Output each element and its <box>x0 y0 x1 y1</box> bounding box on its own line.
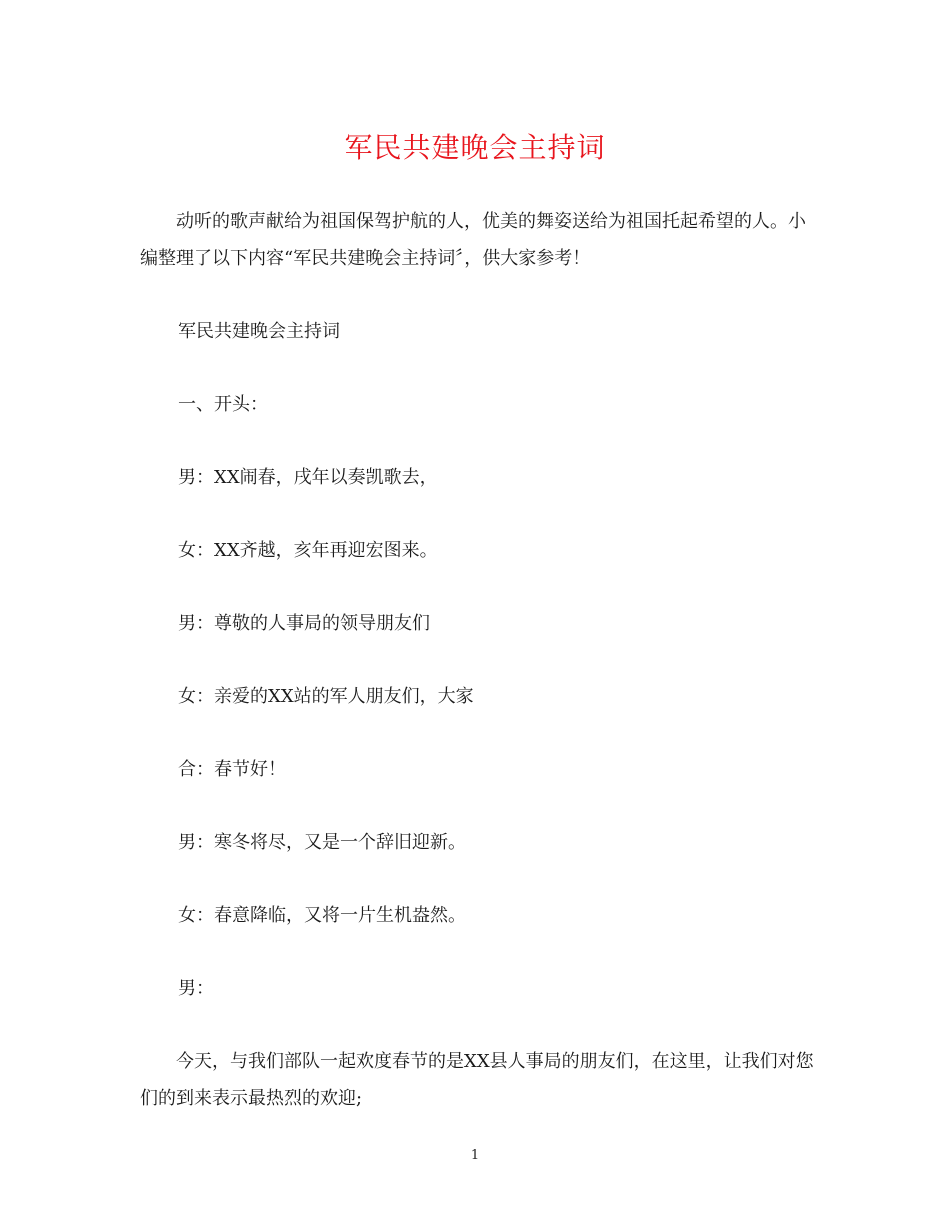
page-number: 1 <box>470 1148 480 1163</box>
dialogue-line: 女：XX齐越，亥年再迎宏图来。 <box>178 540 438 561</box>
paragraph-gap <box>140 423 820 459</box>
intro-paragraph: 动听的歌声献给为祖国保驾护航的人，优美的舞姿送给为祖国托起希望的人。小编整理了以下内容“军民共建晚会主持词〞，供大家参考！ <box>140 211 806 269</box>
document-body <box>140 203 820 1117</box>
paragraph-gap <box>140 277 820 313</box>
dialogue-line: 女：春意降临，又将一片生机盎然。 <box>178 905 466 926</box>
paragraph-gap <box>140 934 820 970</box>
dialogue-line: 男：寒冬将尽，又是一个辞旧迎新。 <box>178 832 466 853</box>
dialogue-line: 男： <box>178 978 214 999</box>
paragraph-gap <box>140 788 820 824</box>
dialogue-line: 男：尊敬的人事局的领导朋友们 <box>178 613 430 634</box>
document-title: 军民共建晚会主持词 <box>344 131 606 164</box>
dialogue-line: 合：春节好！ <box>178 759 286 780</box>
closing-paragraph: 今天，与我们部队一起欢度春节的是XX县人事局的朋友们，在这里，让我们对您们的到来表示最热烈的欢迎; <box>140 1051 814 1109</box>
section-heading: 一、开头： <box>178 394 268 415</box>
paragraph-gap <box>140 1007 820 1043</box>
dialogue-line: 男：XX闹春，戌年以奏凯歌去， <box>178 467 438 488</box>
paragraph-gap <box>140 642 820 678</box>
paragraph-gap <box>140 569 820 605</box>
dialogue-line: 女：亲爱的XX站的军人朋友们，大家 <box>178 686 474 707</box>
paragraph-gap <box>140 861 820 897</box>
paragraph-gap <box>140 350 820 386</box>
paragraph-gap <box>140 496 820 532</box>
subtitle-line: 军民共建晚会主持词 <box>178 321 340 342</box>
paragraph-gap <box>140 715 820 751</box>
